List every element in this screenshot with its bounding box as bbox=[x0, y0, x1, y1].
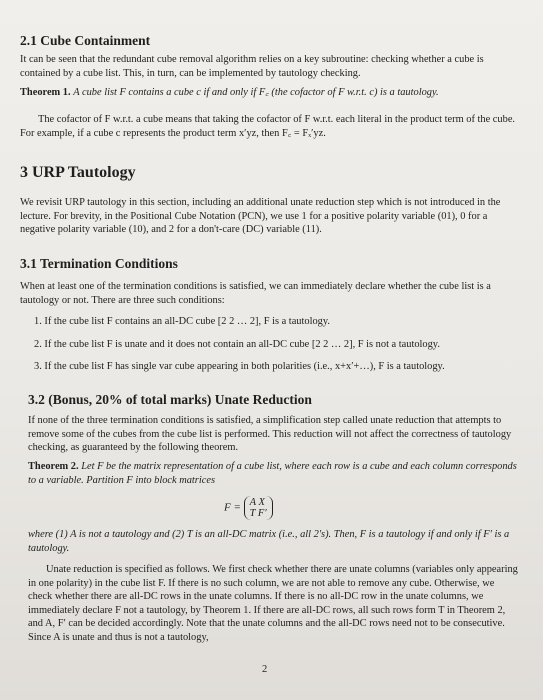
section-3-2-heading: 3.2 (Bonus, 20% of total marks) Unate Reduction bbox=[28, 392, 312, 407]
section-3-paragraph: We revisit URP tautology in this section, including an additional unate reduction step which is not introduced in the lecture. For brevity, in the Positional Cube Notation (PCN), we use 1 for a positive polarity variable (01), 0 for a negative polarity variable (10), and 2 for a don't-care (DC) variable (11). bbox=[20, 197, 501, 236]
block-matrix bbox=[244, 496, 273, 520]
termination-conditions-list bbox=[34, 315, 519, 383]
page-number: 2 bbox=[262, 664, 268, 675]
section-3-1-paragraph: When at least one of the termination conditions is satisfied, we can immediately declare whether the cube list is a tautology or not. There are three such conditions: bbox=[20, 281, 491, 306]
unate-reduction-paragraph: Unate reduction is specified as follows. We first check whether there are unate columns (variables only appearing in one polarity) in the cube list F. If there is no such column, we are not able to remove any cube. Otherwise, we check whether there are all-DC rows in the unate columns. If there is no all-DC row in the unate columns, we immediately declare F not a tautology, by Theorem 1. If there are all-DC rows, all such rows form T in Theorem 2, and A, F′ can be decided accordingly. Note that the unate columns and the all-DC rows need not to be consecutive. Since A is unate and thus is not a tautology, bbox=[28, 564, 518, 643]
section-2-1-heading: 2.1 Cube Containment bbox=[20, 33, 151, 48]
section-3-heading: 3 URP Tautology bbox=[20, 164, 136, 181]
cofactor-paragraph: The cofactor of F w.r.t. a cube means that taking the cofactor of F w.r.t. each literal in the product term of the cube. For example, if a cube c represents the product term x′yz, then F꜀ = Fₓ′yz. bbox=[20, 114, 516, 139]
section-3-1-heading: 3.1 Termination Conditions bbox=[20, 256, 178, 271]
theorem-2-label: Theorem 2. bbox=[28, 461, 79, 472]
theorem-1 bbox=[20, 86, 519, 100]
section-2-1-paragraph: It can be seen that the redundant cube removal algorithm relies on a key subroutine: checking whether a cube is contained by a cube list. This, in turn, can be implemented by tautology checking. bbox=[20, 54, 484, 79]
theorem-2-conclusion: where (1) A is not a tautology and (2) T is an all-DC matrix (i.e., all 2's). Then, F is a tautology if and only if F′ is a tautology. bbox=[28, 529, 510, 554]
theorem-1-text: A cube list F contains a cube c if and only if F꜀ (the cofactor of F w.r.t. c) is a tautology. bbox=[73, 87, 439, 98]
condition-3: 3. If the cube list F has single var cube appearing in both polarities (i.e., x+x′+…), F is a tautology. bbox=[34, 361, 445, 373]
condition-1: 1. If the cube list F contains an all-DC cube [2 2 … 2], F is a tautology. bbox=[34, 316, 330, 327]
matrix-row-1: A X bbox=[249, 497, 265, 508]
section-3-2-paragraph: If none of the three termination conditions is satisfied, a simplification step called unate reduction that attempts to remove some of the cubes from the cube list is performed. This reduction will not affect the correctness of tautology checking, as guaranteed by the following theorem. bbox=[28, 415, 512, 454]
matrix-row-2: T F′ bbox=[249, 508, 267, 519]
theorem-1-label: Theorem 1. bbox=[20, 87, 71, 98]
theorem-2 bbox=[28, 460, 519, 487]
block-matrix-equation bbox=[224, 496, 273, 520]
theorem-2-text: Let F be the matrix representation of a cube list, where each row is a cube and each column corresponds to a variable. Partition F into block matrices bbox=[28, 461, 517, 486]
condition-2: 2. If the cube list F is unate and it does not contain an all-DC cube [2 2 … 2], F is not a tautology. bbox=[34, 338, 440, 350]
equation-lhs: F = bbox=[224, 501, 241, 514]
